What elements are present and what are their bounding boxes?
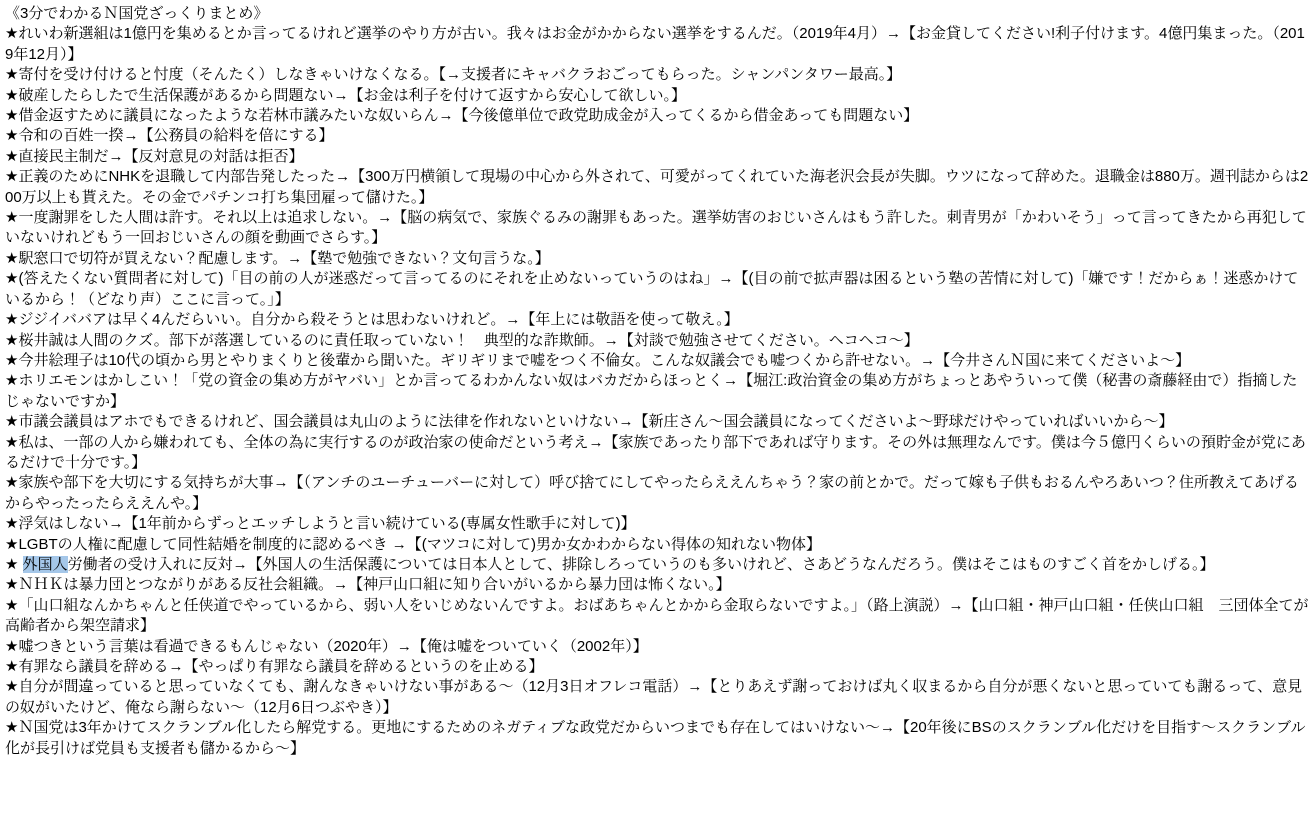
bullet-line: ★直接民主制だ→【反対意見の対話は拒否】 (5, 147, 304, 165)
bullet-line: ★家族や部下を大切にする気持ちが大事→【（アンチのユーチューバーに対して）呼び捨てにしてやったらええんちゃう？家の前とかで。だって嫁も子供もおるんやろあいつ？住所教えてあげるからやったったらええんや。】 (5, 474, 1299, 512)
bullet-line: ★令和の百姓一揆→【公務員の給料を倍にする】 (5, 127, 334, 145)
bullet-line: ★桜井誠は人間のクズ。部下が落選しているのに責任取っていない！ 典型的な詐欺師。→【対談で勉強させてください。ヘコヘコ～】 (5, 331, 919, 349)
text-segment: 労働者の受け入れに反対→【外国人の生活保護については日本人として、排除しろっていうのも多いけれど、さあどうなんだろう。僕はそこはものすごく首をかしげる。】 (67, 555, 1215, 573)
bullet-line: ★寄付を受け付けると忖度（そんたく）しなきゃいけなくなる。【→支援者にキャバクラおごってもらった。シャンパンタワー最高。】 (5, 66, 902, 84)
bullet-line: ★(答えたくない質問者に対して)「目の前の人が迷惑だって言ってるのにそれを止めないっていうのはね」→【(目の前で拡声器は困るという塾の苦情に対して)「嫌です！だからぁ！迷惑かけているから！（どなり声）ここに言って。」】 (5, 270, 1299, 308)
bullet-line: ★借金返すために議員になったような若林市議みたいな奴いらん→【今後億単位で政党助成金が入ってくるから借金あっても問題ない】 (5, 107, 919, 125)
bullet-line: ★私は、一部の人から嫌われても、全体の為に実行するのが政治家の使命だという考え→【家族であったり部下であれば守ります。その外は無理なんです。僕は今５億円くらいの預貯金が党にあるだけで十分です。】 (5, 433, 1306, 471)
bullet-line: ★自分が間違っていると思っていなくても、謝んなきゃいけない事がある～（12月3日オフレコ電話）→【とりあえず謝っておけば丸く収まるから自分が悪くないと思っていても謝るって、意見の奴がいたけど、俺なら謝らない～（12月6日つぶやき）】 (5, 678, 1303, 716)
bullet-line: ★正義のためにNHKを退職して内部告発したった→【300万円横領して現場の中心から外されて、可愛がってくれていた海老沢会長が失脚。ウツになって辞めた。退職金は880万。週刊誌からは200万以上も貰えた。その金でパチンコ打ち集団雇って儲けた。】 (5, 168, 1309, 206)
bullet-line: ★一度謝罪をした人間は許す。それ以上は追求しない。→【脳の病気で、家族ぐるみの謝罪もあった。選挙妨害のおじいさんはもう許した。刺青男が「かわいそう」って言ってきたから再犯していないけれどもう一回おじいさんの顔を動画でさらす。】 (5, 209, 1307, 247)
bullet-line: ★LGBTの人権に配慮して同性結婚を制度的に認めるべき →【(マツコに対して)男か女かわからない得体の知れない物体】 (5, 535, 822, 553)
selected-text-highlight: 外国人 (22, 555, 68, 573)
bullet-line: ★ＮＨＫは暴力団とつながりがある反社会組織。→【神戸山口組に知り合いがいるから暴力団は怖くない。】 (5, 576, 731, 594)
bullet-line: ★破産したらしたで生活保護があるから問題ない→【お金は利子を付けて返すから安心して欲しい。】 (5, 86, 686, 104)
text-segment: ★ (5, 555, 23, 573)
bullet-line: ★今井絵理子は10代の頃から男とやりまくりと後輩から聞いた。ギリギリまで嘘をつく不倫女。こんな奴議会でも嘘つくから許せない。→【今井さんＮ国に来てくださいよ～】 (5, 351, 1191, 369)
bullet-line: ★嘘つきという言葉は看過できるもんじゃない（2020年）→【俺は嘘をついていく（2002年）】 (5, 637, 648, 655)
bullet-line: ★「山口組なんかちゃんと任侠道でやっているから、弱い人をいじめないんですよ。おばあちゃんとかから金取らないですよ。」（路上演説）→【山口組・神戸山口組・任侠山口組 三団体全てが高齢者から架空請求】 (5, 596, 1309, 635)
bullet-line: ★市議会議員はアホでもできるけれど、国会議員は丸山のように法律を作れないといけない→【新庄さん～国会議員になってくださいよ～野球だけやっていればいいから～】 (5, 413, 1174, 431)
bullet-line: ★ジジイババアは早く4んだらいい。自分から殺そうとは思わないけれど。→【年上には敬語を使って敬え。】 (5, 311, 739, 329)
bullet-line: ★れいわ新選組は1億円を集めるとか言ってるけれど選挙のやり方が古い。我々はお金がかからない選挙をするんだ。（2019年4月）→【お金貸してください!利子付けます。4億円集まった。（2019年12月）】 (5, 25, 1305, 63)
bullet-line: ★ホリエモンはかしこい！「党の資金の集め方がヤバい」とか言ってるわかんない奴はバカだからほっとく→【堀江:政治資金の集め方がちょっとあやういって僕（秘書の斎藤経由で）指摘したじゃないですか】 (5, 372, 1298, 410)
document-title: 《3分でわかるＮ国党ざっくりまとめ》 (5, 5, 269, 22)
bullet-line: ★Ｎ国党は3年かけてスクランブル化したら解党する。更地にするためのネガティブな政党だからいつまでも存在してはいけない～→【20年後にBSのスクランブル化だけを目指す～スクランブル化が長引けば党員も支援者も儲かるから～】 (5, 719, 1306, 757)
bullet-line (5, 555, 1309, 575)
bullet-line: ★有罪なら議員を辞める→【やっぱり有罪なら議員を辞めるというのを止める】 (5, 658, 544, 675)
bullet-line: ★駅窓口で切符が買えない？配慮します。→【塾で勉強できない？文句言うな。】 (5, 249, 550, 267)
bullet-line: ★浮気はしない→【1年前からずっとエッチしようと言い続けている(専属女性歌手に対して)】 (5, 515, 636, 533)
